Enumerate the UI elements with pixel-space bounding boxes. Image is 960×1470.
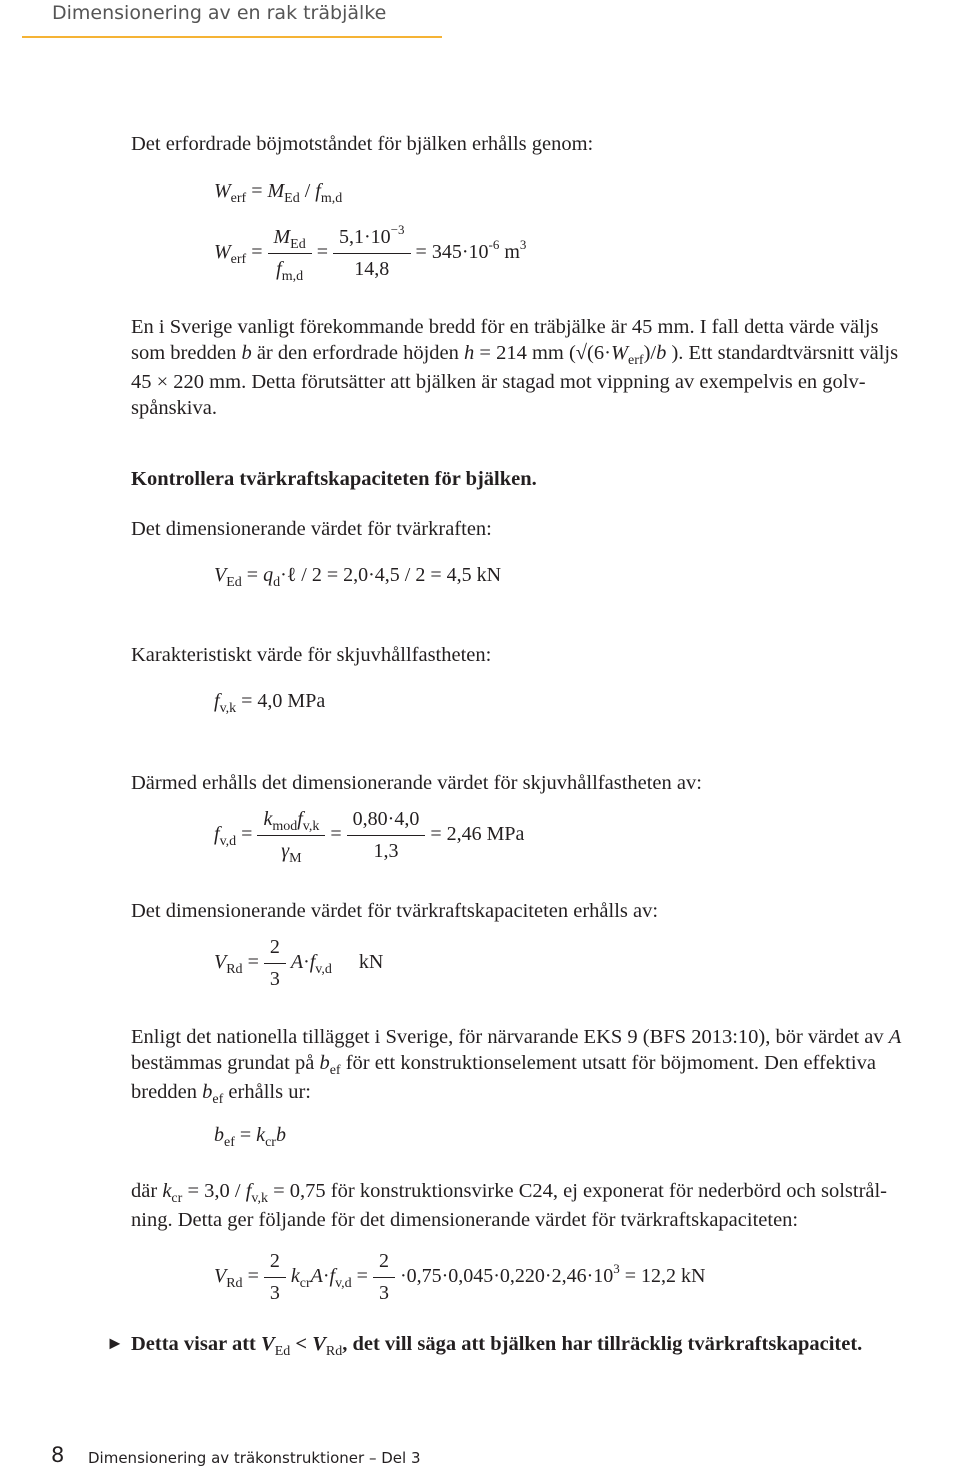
symbol-f: f — [329, 1265, 336, 1288]
fraction-symbolic — [257, 808, 325, 866]
text: bestämmas grundat på — [131, 1052, 320, 1074]
symbol-v: V — [214, 1265, 227, 1288]
equals: = — [330, 823, 342, 846]
denominator: 1,3 — [373, 840, 399, 862]
sub-vd: v,d — [335, 1276, 352, 1292]
result: = 2,46 MPa — [430, 823, 525, 846]
header-bar — [22, 0, 442, 38]
sub-cr: cr — [171, 1191, 183, 1206]
equals: = — [356, 1265, 368, 1288]
equals: = — [251, 241, 263, 264]
symbol-b: b — [319, 1052, 330, 1074]
text: bredden — [131, 1081, 203, 1103]
num-sub: Ed — [290, 237, 306, 252]
equals: = — [241, 564, 264, 586]
intro-paragraph: Det erfordrade böjmotståndet för bjälken erhålls genom: — [131, 133, 594, 155]
symbol-b: b — [214, 1124, 224, 1146]
symbol-w: W — [214, 241, 231, 264]
denominator: 3 — [378, 1282, 389, 1304]
equation-v-rd-value — [214, 1250, 706, 1305]
symbol-k: k — [290, 1265, 300, 1288]
line-2: ning. Detta ger följande för det dimensionerande värdet för tvärkraftskapaciteten: — [131, 1209, 799, 1231]
fraction-numeric — [347, 808, 426, 863]
equation-v-rd-general — [214, 936, 383, 991]
equation-b-ef — [214, 1124, 286, 1150]
sub-rd: Rd — [325, 1344, 343, 1359]
equals: = — [234, 1124, 257, 1146]
denominator: 14,8 — [354, 258, 390, 280]
numerator: 2 — [264, 1250, 286, 1278]
equation-f-vd — [214, 808, 525, 866]
sub-ef: ef — [329, 1063, 341, 1078]
numerator: 0,80·4,0 — [347, 808, 426, 836]
line-1 — [131, 1024, 951, 1050]
sub-vd: v,d — [315, 962, 332, 978]
sub-erf: erf — [230, 191, 247, 206]
less-than: < — [290, 1333, 313, 1355]
text: = 214 mm ( — [474, 342, 576, 364]
num-k: k — [263, 808, 273, 830]
text: för ett konstruktionselement utsatt för böjmoment. Den effektiva — [340, 1052, 876, 1074]
equals: = — [415, 241, 427, 264]
unit-exponent: 3 — [519, 237, 527, 253]
sub-ed: Ed — [284, 191, 300, 206]
line-1: En i Sverige vanligt förekommande bredd för en träbjälke är 45 mm. I fall detta värde väljs — [131, 316, 879, 338]
numerator: 5,1·10 — [339, 226, 391, 248]
equation-v-ed — [214, 564, 502, 590]
text: är den erfordrade höjden — [251, 342, 465, 364]
line-2 — [131, 340, 951, 369]
result: 345·10 — [431, 241, 489, 264]
shear-force-intro: Det dimensionerande värdet för tvärkraften: — [131, 518, 492, 540]
conclusion-arrow-icon: ► — [106, 1333, 124, 1353]
symbol-v: V — [214, 951, 227, 974]
symbol-f: f — [309, 951, 316, 974]
equation-w-erf-definition — [214, 180, 343, 206]
sub-vd: v,d — [219, 834, 237, 850]
kcr-paragraph — [131, 1178, 951, 1233]
symbol-m: M — [267, 180, 285, 202]
denominator: 3 — [269, 968, 280, 990]
exponent: 3 — [613, 1261, 620, 1277]
symbol-a: A — [290, 951, 304, 974]
den-sub: m,d — [281, 269, 304, 284]
sub-rd: Rd — [226, 1276, 243, 1292]
symbol-f: f — [214, 823, 220, 846]
sub-m: M — [289, 851, 302, 866]
symbol-b: b — [656, 342, 667, 364]
sub-erf: erf — [230, 252, 247, 268]
symbol-k: k — [256, 1124, 266, 1146]
expression: ·0,75·0,045·0,220·2,46·10 — [399, 1265, 614, 1288]
conclusion — [131, 1331, 951, 1360]
result: = 12,2 kN — [619, 1265, 706, 1288]
sub-vk: v,k — [251, 1191, 268, 1206]
sub-ed: Ed — [274, 1344, 291, 1359]
expression: = 4,0 MPa — [236, 690, 326, 712]
footer-title: Dimensionering av träkonstruktioner – Del 3 — [88, 1449, 421, 1467]
unit: kN — [358, 951, 384, 974]
text: = 0,75 för konstruktionsvirke C24, ej exponerat för nederbörd och solstrål- — [268, 1180, 888, 1202]
symbol-f: f — [245, 1180, 252, 1202]
sub-erf: erf — [628, 353, 644, 368]
section-heading: Kontrollera tvärkraftskapaciteten för bjälken. — [131, 468, 537, 490]
fraction-two-thirds-2 — [373, 1250, 395, 1305]
equation-w-erf-value — [214, 222, 527, 284]
equals: = — [247, 1265, 259, 1288]
fraction-m-over-f — [268, 226, 312, 284]
fraction-two-thirds — [264, 1250, 286, 1305]
den-gamma: γ — [281, 840, 290, 862]
symbol-f: f — [315, 180, 321, 202]
text: Enligt det nationella tillägget i Sverige, för närvarande EKS 9 (BFS 2013:10), bör värdet av — [131, 1026, 889, 1048]
unit: m — [504, 241, 520, 264]
line-3 — [131, 1079, 951, 1108]
text: = 3,0 / — [182, 1180, 246, 1202]
sub-cr: cr — [265, 1135, 276, 1150]
symbol-v: V — [214, 564, 227, 586]
sqrt: √(6· — [575, 342, 611, 364]
text: som bredden — [131, 342, 242, 364]
text: ). Ett standardtvärsnitt väljs — [666, 342, 899, 364]
line-3: 45 × 220 mm. Detta förutsätter att bjälken är stagad mot vippning av exempelvis en golv- — [131, 371, 866, 393]
sub-mod: mod — [272, 819, 298, 834]
num-m: M — [273, 226, 291, 248]
sub-md: m,d — [320, 191, 343, 206]
design-strength-intro: Därmed erhålls det dimensionerande värdet för skjuvhållfastheten av: — [131, 772, 702, 794]
text: Detta visar att — [131, 1333, 261, 1355]
symbol-k: k — [162, 1180, 172, 1202]
symbol-a: A — [310, 1265, 323, 1288]
national-annex-paragraph — [131, 1024, 951, 1108]
line-1 — [131, 1178, 951, 1207]
symbol-h: h — [464, 342, 475, 364]
text: erhålls ur: — [223, 1081, 311, 1103]
num-f: f — [297, 808, 303, 830]
line-4: spånskiva. — [131, 397, 217, 419]
text: )/ — [643, 342, 657, 364]
page-number: 8 — [51, 1443, 65, 1467]
line-2 — [131, 1050, 951, 1079]
denominator: 3 — [269, 1282, 280, 1304]
symbol-b: b — [241, 342, 252, 364]
symbol-v: V — [261, 1333, 275, 1355]
equals: = — [251, 180, 263, 202]
sub-ef: ef — [224, 1135, 235, 1150]
symbol-f: f — [214, 690, 220, 712]
symbol-v: V — [312, 1333, 326, 1355]
capacity-intro: Det dimensionerande värdet för tvärkraftskapaciteten erhålls av: — [131, 900, 659, 922]
equation-f-vk — [214, 690, 326, 716]
fraction-numeric — [333, 222, 411, 281]
text: , det vill säga att bjälken har tillräcklig tvärkraftskapacitet. — [342, 1333, 863, 1355]
numerator: 2 — [264, 936, 286, 964]
sub-ed: Ed — [226, 575, 242, 590]
sub-vk: v,k — [219, 701, 237, 716]
symbol-q: q — [263, 564, 274, 586]
text: där — [131, 1180, 163, 1202]
running-header-title: Dimensionering av en rak träbjälke — [52, 2, 387, 24]
exponent: −3 — [390, 222, 405, 237]
dot: · — [303, 951, 310, 974]
slash: / — [304, 180, 311, 202]
sub-vk: v,k — [302, 819, 320, 834]
numerator: 2 — [373, 1250, 395, 1278]
equals: = — [316, 241, 329, 264]
symbol-w: W — [610, 342, 629, 364]
symbol-b: b — [275, 1124, 286, 1146]
characteristic-strength-intro: Karakteristiskt värde för skjuvhållfastheten: — [131, 644, 492, 666]
symbol-w: W — [214, 180, 231, 202]
sub-ef: ef — [212, 1092, 224, 1107]
sub-d: d — [273, 575, 281, 590]
sub-rd: Rd — [226, 962, 243, 978]
fraction-two-thirds — [264, 936, 286, 991]
width-selection-paragraph — [131, 314, 951, 421]
result-exponent: -6 — [488, 237, 500, 253]
symbol-b: b — [202, 1081, 213, 1103]
dot: · — [322, 1265, 330, 1288]
equals: = — [241, 823, 253, 846]
sub-cr: cr — [299, 1276, 311, 1292]
symbol-a: A — [888, 1026, 902, 1048]
expression: ·ℓ / 2 = 2,0·4,5 / 2 = 4,5 kN — [280, 564, 502, 586]
equals: = — [247, 951, 259, 974]
den-f: f — [276, 258, 282, 280]
